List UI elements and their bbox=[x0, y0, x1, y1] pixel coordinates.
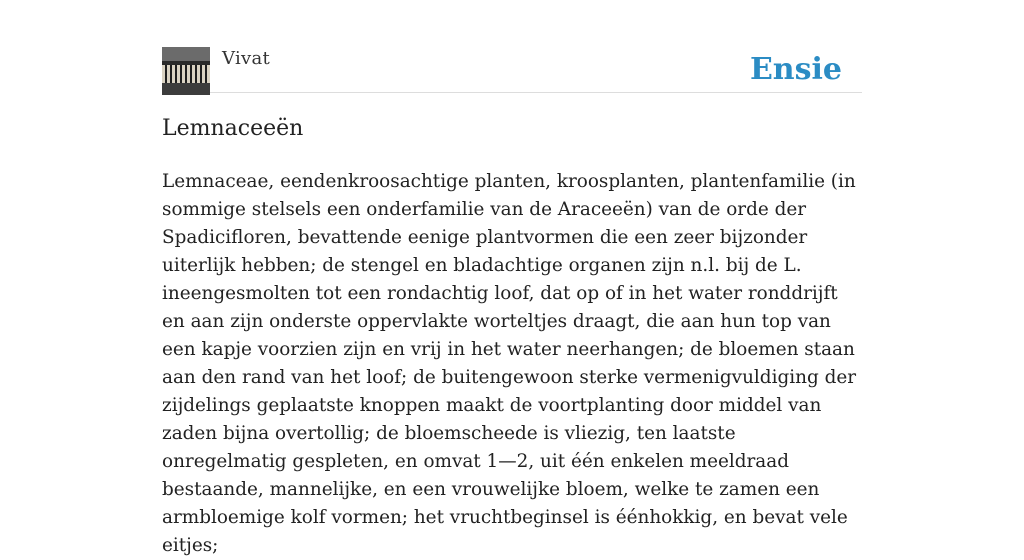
article-title: Lemnaceeën bbox=[162, 116, 304, 141]
author-name[interactable]: Vivat bbox=[222, 48, 271, 69]
site-header bbox=[162, 44, 862, 93]
bookshelf-avatar-icon bbox=[162, 47, 210, 95]
article-body: Lemnaceae, eendenkroosachtige planten, kroosplanten, plantenfamilie (in sommige stelsels een onderfamilie van de Araceeën) van de orde der Spadicifloren, bevattende eenige plantvormen die een zeer bijzonder uiterlijk hebben; de stengel en bladachtige organen zijn n.l. bij de L. ineengesmolten tot een rondachtig loof, dat op of in het water ronddrijft en aan zijn onderste oppervlakte worteltjes draagt, die aan hun top van een kapje voorzien zijn en vrij in het water neerhangen; de bloemen staan aan den rand van het loof; de buitengewoon sterke vermenigvuldiging der zijdelings geplaatste knoppen maakt de voortplanting door middel van zaden bijna overtollig; de bloemscheede is vliezig, ten laatste onregelmatig gespleten, en omvat 1—2, uit één enkelen meeldraad bestaande, mannelijke, en een vrouwelijke bloem, welke te zamen een armbloemige kolf vormen; het vruchtbeginsel is éénhokkig, en bevat vele eitjes; bbox=[162, 171, 857, 556]
author-avatar[interactable] bbox=[162, 47, 210, 95]
brand-logo[interactable]: Ensie bbox=[749, 52, 842, 87]
page bbox=[162, 0, 862, 556]
